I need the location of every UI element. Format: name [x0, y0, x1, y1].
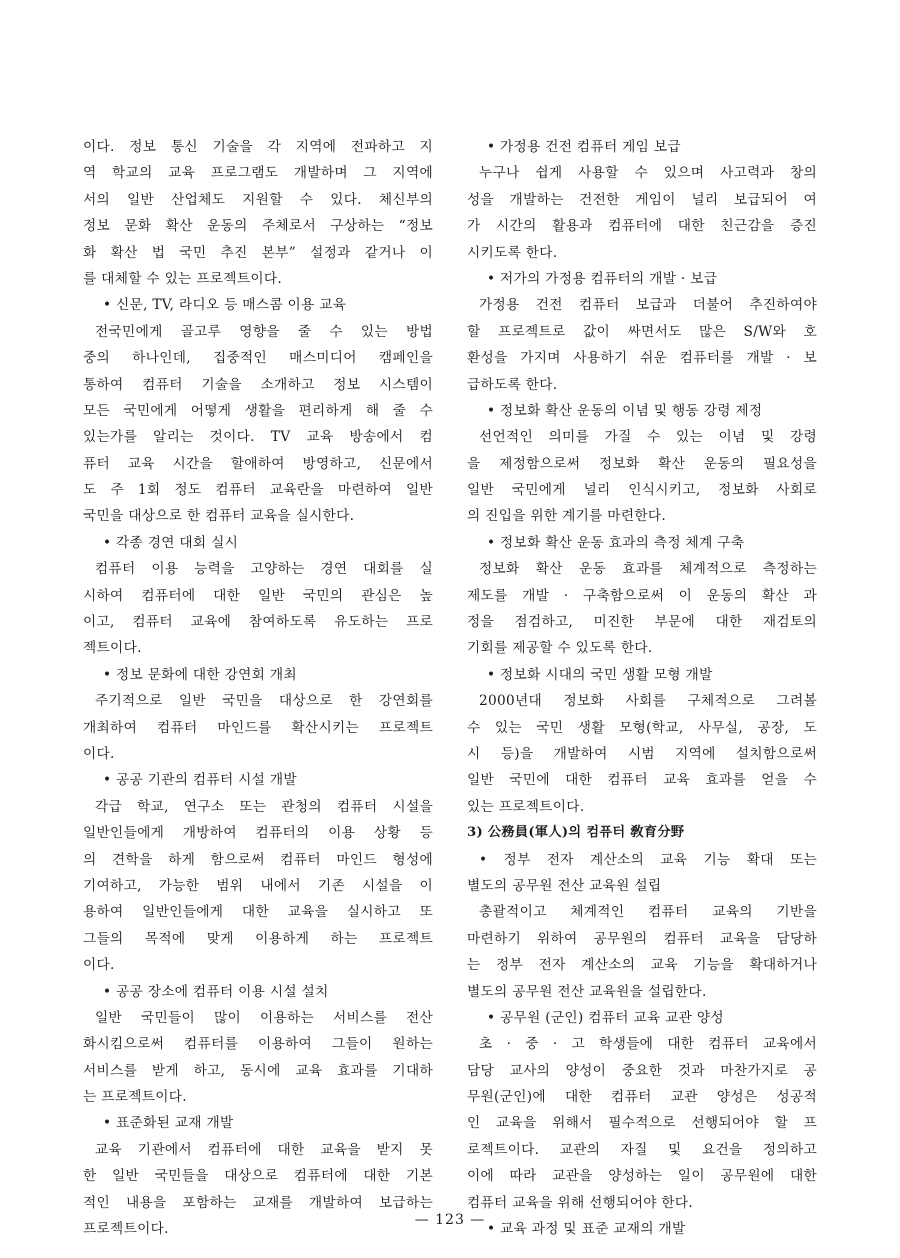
- bullet-heading: • 가정용 건전 컴퓨터 게임 보급: [487, 139, 681, 155]
- bullet-heading: • 공공 기관의 컴퓨터 시설 개발: [103, 772, 297, 789]
- text-line: 일반 국민에 대한 컴퓨터 교육 효과를 얻을 수: [467, 772, 817, 789]
- paragraph-first-line: 초 · 중 · 고 학생들에 대한 컴퓨터 교육에서: [479, 1036, 817, 1053]
- text-line: 수 있는 국민 생활 모형(학교, 사무실, 공장, 도: [467, 719, 817, 736]
- text-line: 급하도록 한다.: [467, 376, 558, 393]
- text-line: 이고, 컴퓨터 교육에 참여하도록 유도하는 프로: [83, 614, 433, 631]
- paragraph-first-line: 전국민에게 골고루 영향을 줄 수 있는 방법: [95, 323, 433, 340]
- text-line: 이에 따라 교관을 양성하는 일이 공무원에 대한: [467, 1168, 817, 1185]
- text-line: 마련하기 위하여 공무원의 컴퓨터 교육을 담당하: [467, 930, 817, 947]
- paragraph-first-line: 정보화 확산 운동 효과를 체계적으로 측정하는: [479, 561, 817, 578]
- text-line: 통하여 컴퓨터 기술을 소개하고 정보 시스템이: [83, 376, 433, 393]
- text-line: 성을 개발하는 건전한 게임이 널리 보급되어 여: [467, 191, 817, 208]
- text-line: 화시킴으로써 컴퓨터를 이용하여 그들이 원하는: [83, 1036, 433, 1053]
- paragraph-first-line: 누구나 쉽게 사용할 수 있으며 사고력과 창의: [479, 165, 817, 182]
- text-line: 시 등)을 개발하여 시범 지역에 설치함으로써: [467, 745, 817, 762]
- paragraph-first-line: 교육 기관에서 컴퓨터에 대한 교육을 받지 못: [95, 1141, 433, 1158]
- text-line: 이다.: [83, 957, 115, 974]
- bullet-heading: • 정보화 확산 운동 효과의 측정 체계 구축: [487, 534, 745, 551]
- text-line: 시키도록 한다.: [467, 244, 558, 261]
- text-line: 는 프로젝트이다.: [83, 1089, 187, 1106]
- text-line: 이다. 정보 통신 기술을 각 지역에 전파하고 지: [83, 139, 433, 155]
- bullet-heading: • 표준화된 교재 개발: [103, 1115, 234, 1132]
- bullet-heading: • 각종 경연 대회 실시: [103, 534, 239, 551]
- text-line: 가 시간의 활용과 컴퓨터에 대한 친근감을 증진: [467, 218, 817, 235]
- text-line: 을 제정함으로써 정보화 확산 운동의 필요성을: [467, 455, 817, 472]
- text-line: 로젝트이다. 교관의 자질 및 요건을 정의하고: [467, 1141, 817, 1158]
- text-line: 기회를 제공할 수 있도록 한다.: [467, 640, 653, 657]
- text-line: 정을 점검하고, 미진한 부문에 대한 재검토의: [467, 614, 817, 631]
- text-line: 서비스를 받게 하고, 동시에 교육 효과를 기대하: [83, 1062, 433, 1079]
- paragraph-first-line: 컴퓨터 이용 능력을 고양하는 경연 대회를 실: [95, 561, 433, 578]
- bullet-heading: • 정보 문화에 대한 강연회 개최: [103, 666, 297, 683]
- paragraph-first-line: 각급 학교, 연구소 또는 관청의 컴퓨터 시설을: [95, 798, 433, 815]
- text-line: 담당 교사의 양성이 중요한 것과 마찬가지로 공: [467, 1062, 817, 1079]
- text-line: 를 대체할 수 있는 프로젝트이다.: [83, 270, 283, 287]
- text-line: 별도의 공무원 전산 교육원 설립: [467, 877, 662, 894]
- paragraph-first-line: 총괄적이고 체계적인 컴퓨터 교육의 기반을: [479, 904, 817, 921]
- bullet-heading: • 저가의 가정용 컴퓨터의 개발 · 보급: [487, 270, 718, 287]
- bullet-heading: • 공공 장소에 컴퓨터 이용 시설 설치: [103, 983, 329, 1000]
- text-line: 있는가를 알리는 것이다. TV 교육 방송에서 컴: [83, 429, 433, 446]
- text-line: 할 프로젝트로 값이 싸면서도 많은 S/W와 호: [467, 323, 817, 340]
- text-line: 정보 문화 확산 운동의 주체로서 구상하는 “정보: [83, 218, 433, 235]
- text-line: 국민을 대상으로 한 컴퓨터 교육을 실시한다.: [83, 508, 355, 525]
- text-line: 의 진입을 위한 계기를 마련한다.: [467, 508, 667, 525]
- bullet-heading: • 교육 과정 및 표준 교재의 개발: [487, 1221, 686, 1238]
- right-text-column: [467, 134, 817, 1242]
- text-line: 모든 국민에게 어떻게 생활을 편리하게 해 줄 수: [83, 402, 433, 419]
- text-line: 개최하여 컴퓨터 마인드를 확산시키는 프로젝트: [83, 719, 433, 736]
- text-line: 적인 내용을 포함하는 교재를 개발하여 보급하는: [83, 1194, 433, 1211]
- text-line: 인 교육을 위해서 필수적으로 선행되어야 할 프: [467, 1115, 817, 1132]
- text-line: 컴퓨터 교육을 위해 선행되어야 한다.: [467, 1194, 694, 1211]
- text-line: 용하여 일반인들에게 대한 교육을 실시하고 또: [83, 904, 433, 921]
- bullet-heading: • 정부 전자 계산소의 교육 기능 확대 또는: [479, 851, 817, 868]
- bullet-heading: • 정보화 시대의 국민 생활 모형 개발: [487, 666, 713, 683]
- section-heading: 3) 公務員(軍人)의 컴퓨터 敎育分野: [467, 825, 685, 841]
- left-text-column: [83, 134, 433, 1242]
- text-line: 중의 하나인데, 집중적인 매스미디어 캠페인을: [83, 350, 433, 367]
- text-line: 한 일반 국민들을 대상으로 컴퓨터에 대한 기본: [83, 1168, 433, 1185]
- text-line: 제도를 개발 · 구축함으로써 이 운동의 확산 과: [467, 587, 817, 604]
- text-line: 의 견학을 하게 함으로써 컴퓨터 마인드 형성에: [83, 851, 433, 868]
- text-line: 화 확산 법 국민 추진 본부” 설정과 같거나 이: [83, 244, 433, 261]
- text-line: 퓨터 교육 시간을 할애하여 방영하고, 신문에서: [83, 455, 433, 472]
- text-line: 일반인들에게 개방하여 컴퓨터의 이용 상황 등: [83, 825, 433, 842]
- bullet-heading: • 정보화 확산 운동의 이념 및 행동 강령 제정: [487, 402, 763, 419]
- text-line: 도 주 1회 정도 컴퓨터 교육란을 마련하여 일반: [83, 482, 433, 499]
- page-number: — 123 —: [414, 1212, 486, 1228]
- text-line: 일반 국민에게 널리 인식시키고, 정보화 사회로: [467, 482, 817, 499]
- text-line: 있는 프로젝트이다.: [467, 798, 585, 815]
- text-line: 시하여 컴퓨터에 대한 일반 국민의 관심은 높: [83, 587, 433, 604]
- text-line: 는 정부 전자 계산소의 교육 기능을 확대하거나: [467, 957, 817, 974]
- paragraph-first-line: 일반 국민들이 많이 이용하는 서비스를 전산: [95, 1009, 433, 1026]
- text-line: 이다.: [83, 745, 115, 762]
- text-line: 무원(군인)에 대한 컴퓨터 교관 양성은 성공적: [467, 1089, 817, 1106]
- text-line: 젝트이다.: [83, 640, 142, 657]
- text-line: 그들의 목적에 맞게 이용하게 하는 프로젝트: [83, 930, 433, 947]
- paragraph-first-line: 주기적으로 일반 국민을 대상으로 한 강연회를: [95, 693, 433, 710]
- paragraph-first-line: 가정용 건전 컴퓨터 보급과 더불어 추진하여야: [479, 297, 817, 314]
- paragraph-first-line: 선언적인 의미를 가질 수 있는 이념 및 강령: [479, 429, 817, 446]
- paragraph-first-line: 2000년대 정보화 사회를 구체적으로 그려볼: [479, 693, 817, 710]
- text-line: 프로젝트이다.: [83, 1221, 169, 1238]
- text-line: 별도의 공무원 전산 교육원을 설립한다.: [467, 983, 707, 1000]
- bullet-heading: • 공무원 (군인) 컴퓨터 교육 교관 양성: [487, 1009, 724, 1026]
- text-line: 서의 일반 산업체도 지원할 수 있다. 체신부의: [83, 191, 433, 208]
- text-line: 역 학교의 교육 프로그램도 개발하며 그 지역에: [83, 165, 433, 182]
- bullet-heading: • 신문, TV, 라디오 등 매스콤 이용 교육: [103, 297, 347, 314]
- text-line: 환성을 가지며 사용하기 쉬운 컴퓨터를 개발 · 보: [467, 350, 817, 367]
- text-line: 기여하고, 가능한 범위 내에서 기존 시설을 이: [83, 877, 433, 894]
